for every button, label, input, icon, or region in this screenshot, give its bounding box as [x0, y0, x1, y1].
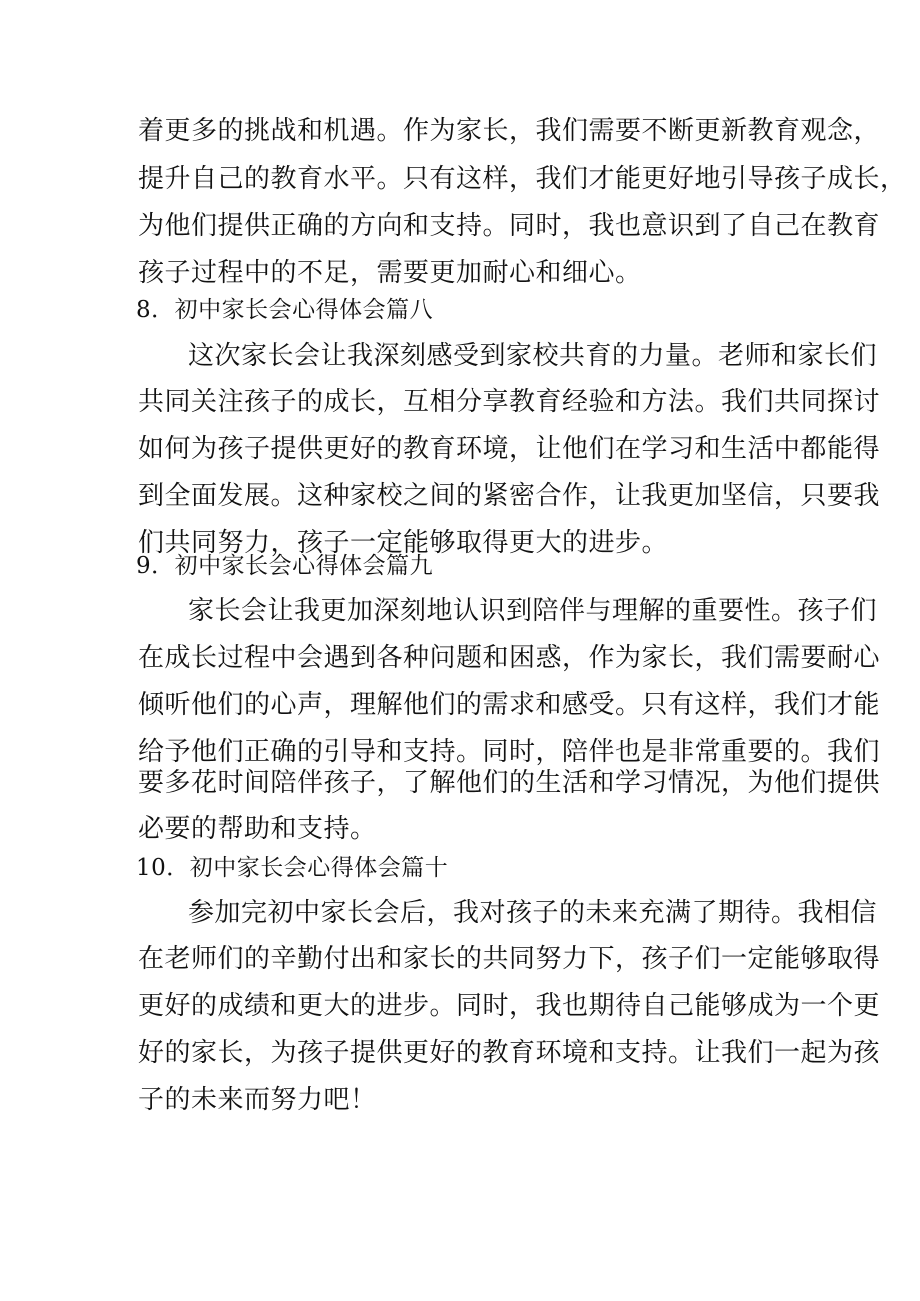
paragraph-line: 更好的成绩和更大的进步。同时，我也期待自己能够成为一个更: [138, 991, 881, 1021]
paragraph-line: 家长会让我更加深刻地认识到陪伴与理解的重要性。孩子们: [188, 596, 878, 626]
paragraph-line: 孩子过程中的不足，需要更加耐心和细心。: [138, 258, 642, 288]
section-heading-10: 10．初中家长会心得体会篇十: [136, 855, 449, 881]
paragraph-line: 在成长过程中会遇到各种问题和困惑，作为家长，我们需要耐心: [138, 643, 881, 673]
paragraph-line: 倾听他们的心声，理解他们的需求和感受。只有这样，我们才能: [138, 690, 881, 720]
paragraph-line: 共同关注孩子的成长，互相分享教育经验和方法。我们共同探讨: [138, 387, 881, 417]
paragraph-line: 给予他们正确的引导和支持。同时，陪伴也是非常重要的。我们: [138, 737, 881, 767]
paragraph-line: 到全面发展。这种家校之间的紧密合作，让我更加坚信，只要我: [138, 481, 881, 511]
paragraph-line: 为他们提供正确的方向和支持。同时，我也意识到了自己在教育: [138, 211, 881, 241]
section-heading-8: 8．初中家长会心得体会篇八: [136, 297, 434, 323]
paragraph-line: 提升自己的教育水平。只有这样，我们才能更好地引导孩子成长，: [138, 164, 907, 194]
paragraph-line: 着更多的挑战和机遇。作为家长，我们需要不断更新教育观念，: [138, 116, 881, 146]
paragraph-line: 要多花时间陪伴孩子，了解他们的生活和学习情况，为他们提供: [138, 768, 881, 798]
paragraph-line: 如何为孩子提供更好的教育环境，让他们在学习和生活中都能得: [138, 434, 881, 464]
paragraph-line: 参加完初中家长会后，我对孩子的未来充满了期待。我相信: [188, 898, 878, 928]
paragraph-line: 这次家长会让我深刻感受到家校共育的力量。老师和家长们: [188, 341, 878, 371]
paragraph-line: 在老师们的辛勤付出和家长的共同努力下，孩子们一定能够取得: [138, 944, 881, 974]
paragraph-line: 子的未来而努力吧！: [138, 1085, 377, 1115]
paragraph-line: 必要的帮助和支持。: [138, 814, 377, 844]
paragraph-line: 们共同努力，孩子一定能够取得更大的进步。: [138, 528, 669, 558]
section-heading-9: 9．初中家长会心得体会篇九: [136, 553, 434, 579]
paragraph-line: 好的家长，为孩子提供更好的教育环境和支持。让我们一起为孩: [138, 1038, 881, 1068]
